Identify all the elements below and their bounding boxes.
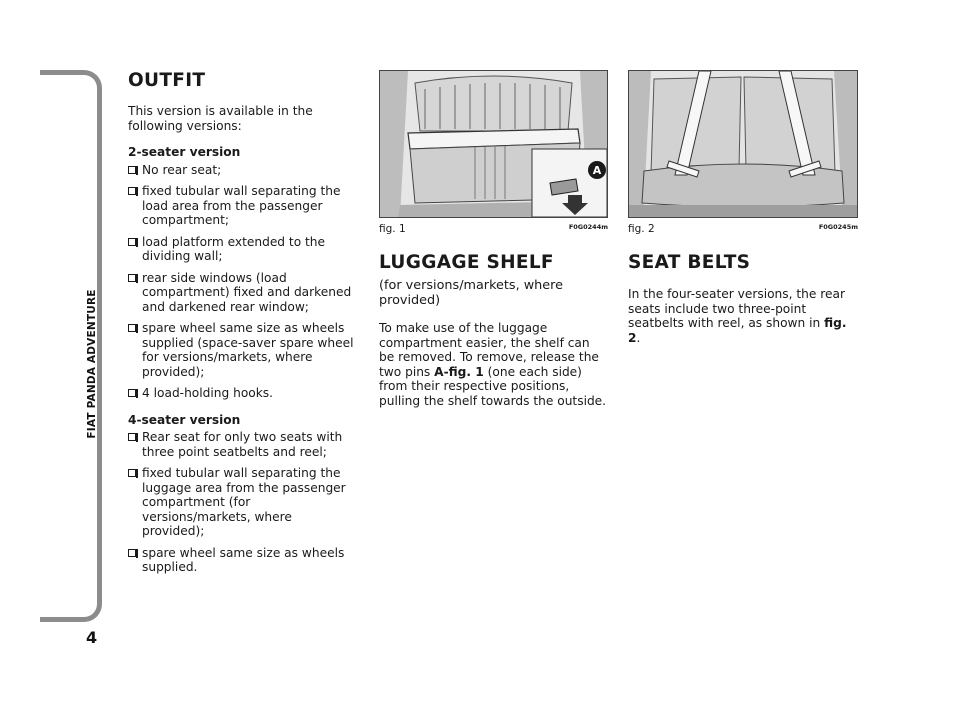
outfit-intro: This version is available in the following versions: (128, 104, 313, 133)
luggage-shelf-body: To make use of the luggage compartment easier, the shelf can be removed. To remove, release the two pins A-fig. 1 (one each side) from their respective positions, pulling the shelf towards the outside. (379, 321, 607, 408)
outfit-heading: OUTFIT (128, 70, 206, 91)
seat-belts-section (628, 70, 858, 345)
checkbox-bullet-icon (128, 166, 136, 174)
list-item: No rear seat; (128, 163, 358, 178)
figure-caption-row (628, 222, 858, 236)
figure-code: F0G0244m (568, 223, 608, 231)
four-seater-list (128, 430, 358, 575)
luggage-shelf-section (379, 70, 608, 408)
figure-reference: fig. 2 (628, 316, 847, 345)
luggage-shelf-heading: LUGGAGE SHELF (379, 252, 554, 273)
two-seater-list (128, 163, 358, 401)
checkbox-bullet-icon (128, 187, 136, 195)
figure-luggage-shelf (379, 70, 608, 218)
checkbox-bullet-icon (128, 324, 136, 332)
list-item: fixed tubular wall separating the luggage area from the passenger compartment (for versions/markets, where provided); (128, 466, 358, 539)
list-item: spare wheel same size as wheels supplied (space-saver spare wheel for versions/markets, where provided); (128, 321, 358, 379)
seat-belts-body: In the four-seater versions, the rear seats include two three-point seatbelts with reel, as shown in fig. 2. (628, 287, 847, 345)
list-item: fixed tubular wall separating the load area from the passenger compartment; (128, 184, 358, 228)
checkbox-bullet-icon (128, 274, 136, 282)
figure-code: F0G0245m (818, 223, 858, 231)
page-number: 4 (86, 628, 98, 647)
callout-label: A (592, 164, 602, 177)
figure-label: fig. 2 (628, 223, 655, 235)
checkbox-bullet-icon (128, 469, 136, 477)
book-title: FIAT PANDA ADVENTURE (86, 289, 98, 439)
checkbox-bullet-icon (128, 238, 136, 246)
figure-seat-belts (628, 70, 858, 218)
figure-reference: A-fig. 1 (434, 364, 484, 379)
luggage-compartment-illustration (380, 71, 607, 217)
four-seater-title: 4-seater version (128, 412, 241, 427)
list-item: 4 load-holding hooks. (128, 386, 358, 401)
checkbox-bullet-icon (128, 433, 136, 441)
list-item: spare wheel same size as wheels supplied. (128, 546, 358, 575)
list-item: load platform extended to the dividing wall; (128, 235, 358, 264)
list-item: rear side windows (load compartment) fixed and darkened and darkened rear window; (128, 271, 358, 315)
seat-belts-heading: SEAT BELTS (628, 252, 751, 273)
figure-caption-row (379, 222, 608, 236)
luggage-shelf-subheading: (for versions/markets, where provided) (379, 278, 564, 308)
two-seater-title: 2-seater version (128, 145, 241, 159)
outfit-section (128, 70, 358, 575)
list-item: Rear seat for only two seats with three point seatbelts and reel; (128, 430, 358, 459)
checkbox-bullet-icon (128, 549, 136, 557)
figure-label: fig. 1 (379, 223, 406, 235)
checkbox-bullet-icon (128, 389, 136, 397)
callout-badge (587, 160, 607, 180)
rear-seat-belts-illustration (629, 71, 857, 217)
